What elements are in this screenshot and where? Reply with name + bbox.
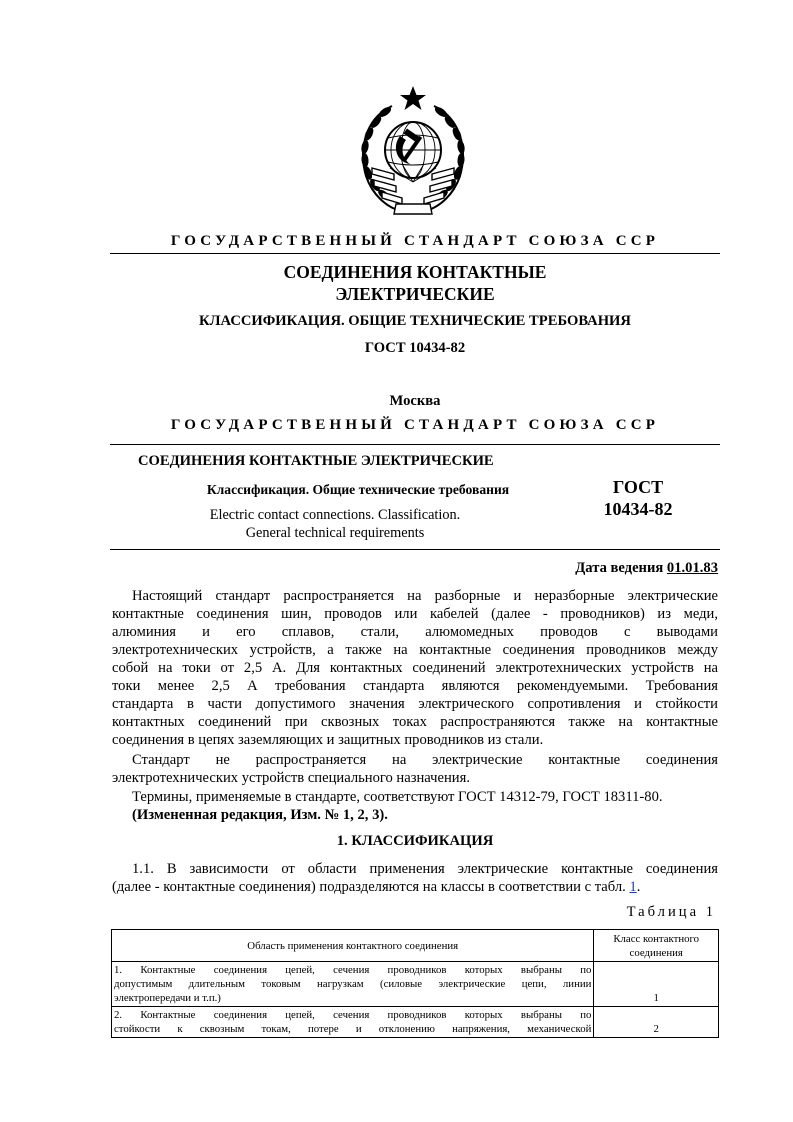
paragraph-amendments — [112, 806, 718, 824]
text-line: стойкости к сквозным токам, потере и отклонению напряжения, механической — [114, 1023, 592, 1035]
text-line: контактных соединений при сквозных токах распространяются также на контактные — [112, 714, 718, 730]
table-row — [112, 962, 719, 1007]
text-line: 2. Контактные соединения цепей, сечения проводников которых выбраны по — [114, 1009, 592, 1021]
table-header-area: Область применения контактного соединения — [112, 930, 594, 962]
table-row — [112, 1007, 719, 1038]
text-line: электротехнических устройств, а также на контактные соединения проводников между — [112, 642, 718, 658]
table-cell-class: 1 — [594, 962, 719, 1007]
text-line: Настоящий стандарт распространяется на разборные и неразборные электрические — [132, 588, 718, 604]
text-line: алюминия и его сплавов, стали, алюмомедных проводов с выводами — [112, 624, 718, 640]
paragraph-terms — [112, 788, 718, 806]
table-header-class — [594, 930, 719, 962]
text-line: Стандарт не распространяется на электрические контактные соединения — [132, 752, 718, 768]
gost-number: ГОСТ 10434-82 — [364, 340, 466, 356]
text-line: стандарта в части допустимого значения электрического сопротивления и стойкости — [112, 696, 718, 712]
text-fragment: (далее - контактные соединения) подразделяются на классы в соответствии с табл. — [112, 879, 630, 895]
state-standard-header-second: ГОСУДАРСТВЕННЫЙ СТАНДАРТ СОЮЗА ССР — [170, 417, 660, 433]
text-line: допустимым длительным токовым нагрузкам (силовые электрические цепи, линии — [114, 978, 592, 990]
document-title-line1: СОЕДИНЕНИЯ КОНТАКТНЫЕ — [283, 262, 547, 282]
ussr-emblem-icon — [352, 84, 474, 224]
document-subtitle: КЛАССИФИКАЦИЯ. ОБЩИЕ ТЕХНИЧЕСКИЕ ТРЕБОВАНИЯ — [199, 313, 631, 329]
table-cell-area — [112, 1007, 594, 1038]
text-line: Термины, применяемые в стандарте, соответствуют ГОСТ 14312-79, ГОСТ 18311-80. — [132, 789, 663, 805]
city: Москва — [389, 393, 441, 409]
text-line: токи менее 2,5 А требования стандарта являются рекомендуемыми. Требования — [112, 678, 718, 694]
paragraph-1-1 — [112, 860, 718, 896]
text-line: контактные соединения шин, проводов или кабелей (далее - проводников) из меди, — [112, 606, 718, 622]
divider — [110, 253, 720, 254]
text-line: собой на токи от 2,5 А. Для контактных соединений электротехнических устройств на — [112, 660, 718, 676]
divider — [110, 549, 720, 550]
title-block-en-line2: General technical requirements — [245, 525, 425, 541]
table-cell-class: 2 — [594, 1007, 719, 1038]
intro-date — [112, 560, 718, 577]
text-line — [112, 878, 718, 896]
table-header-class-line1: Класс контактного — [613, 933, 700, 945]
text-fragment: . — [636, 879, 641, 895]
text-line: 1. Контактные соединения цепей, сечения проводников которых выбраны по — [114, 964, 592, 976]
section-heading: 1. КЛАССИФИКАЦИЯ — [336, 833, 494, 849]
title-block-gost-code: 10434-82 — [603, 499, 673, 519]
paragraph-exclusion — [112, 751, 718, 787]
table-cell-area — [112, 962, 594, 1007]
text-line: электропередачи и т.п.) — [114, 992, 221, 1004]
divider — [110, 444, 720, 445]
table-header-row — [112, 930, 719, 962]
intro-date-label: Дата ведения — [575, 560, 664, 576]
table-1-link[interactable]: 1 — [629, 879, 637, 895]
text-line: электротехнических устройств специального назначения. — [112, 770, 470, 786]
title-block-ru-title: СОЕДИНЕНИЯ КОНТАКТНЫЕ ЭЛЕКТРИЧЕСКИЕ — [138, 453, 494, 469]
title-block-en-line1: Electric contact connections. Classification. — [209, 507, 461, 523]
text-line: (Измененная редакция, Изм. № 1, 2, 3). — [132, 807, 388, 823]
state-standard-header: ГОСУДАРСТВЕННЫЙ СТАНДАРТ СОЮЗА ССР — [170, 233, 660, 249]
paragraph-scope — [112, 587, 718, 749]
text-line: соединения в цепях заземляющих и защитных проводников из стали. — [112, 732, 544, 748]
table-caption: Таблица 1 — [626, 904, 716, 920]
document-title-line2: ЭЛЕКТРИЧЕСКИЕ — [335, 284, 495, 304]
table-header-class-line2: соединения — [629, 947, 683, 959]
intro-date-value: 01.01.83 — [666, 560, 718, 576]
title-block-gost-label: ГОСТ — [612, 477, 664, 497]
title-block-ru-subtitle: Классификация. Общие технические требования — [206, 482, 510, 497]
classification-table — [111, 929, 719, 1038]
text-line: 1.1. В зависимости от области применения электрические контактные соединения — [132, 861, 718, 877]
